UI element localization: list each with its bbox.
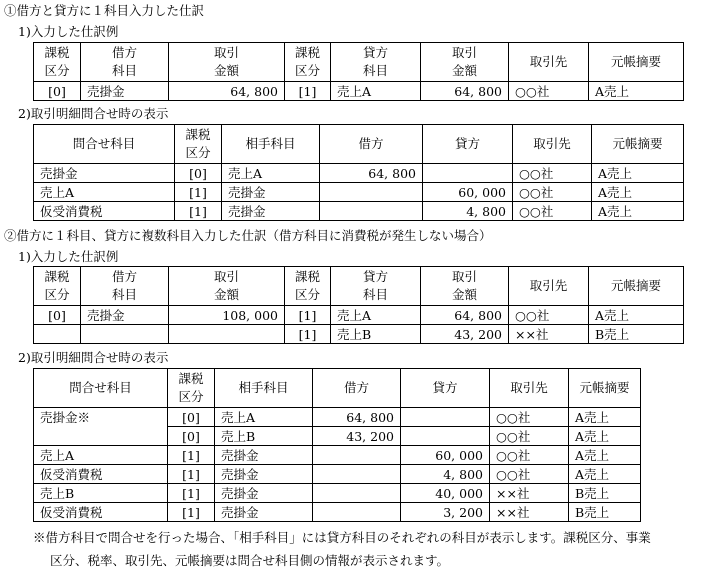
table-row — [34, 446, 641, 465]
cell: ○○社 — [513, 202, 592, 221]
cell: [1] — [168, 484, 215, 503]
cell: [1] — [168, 446, 215, 465]
cell: [0] — [175, 164, 222, 183]
cell: ○○社 — [513, 183, 592, 202]
cell: A売上 — [589, 306, 684, 325]
cell — [401, 427, 490, 446]
cell: 売掛金 — [81, 82, 169, 101]
t4-header: 取引先 — [490, 369, 569, 408]
cell: [1] — [175, 202, 222, 221]
cell: 売上A — [34, 183, 175, 202]
cell: [1] — [285, 325, 331, 344]
cell: 売掛金 — [81, 306, 169, 325]
cell: [1] — [168, 465, 215, 484]
cell: 43, 200 — [313, 427, 401, 446]
cell — [313, 465, 401, 484]
cell: 3, 200 — [401, 503, 490, 522]
cell — [313, 446, 401, 465]
cell: A売上 — [592, 202, 684, 221]
cell: 64, 800 — [313, 408, 401, 427]
section2-sub1: 1)入力した仕訳例 — [18, 249, 119, 264]
t3-header: 取引 金額 — [421, 267, 509, 306]
cell: 64, 800 — [421, 306, 509, 325]
cell: 60, 000 — [401, 446, 490, 465]
cell: 仮受消費税 — [34, 465, 168, 484]
note-line-1: ※借方科目で問合せを行った場合、「相手科目」には貸方科目のそれぞれの科目が表示します。課税区分、事業 — [33, 530, 651, 545]
cell: 43, 200 — [421, 325, 509, 344]
cell: 売上B — [331, 325, 421, 344]
table-row — [34, 82, 684, 101]
cell — [401, 408, 490, 427]
cell: ○○社 — [490, 446, 569, 465]
t1-header: 元帳摘要 — [589, 43, 684, 82]
section1-sub1: 1)入力した仕訳例 — [18, 24, 119, 39]
t1-header: 取引 金額 — [169, 43, 285, 82]
t1-header: 課税 区分 — [285, 43, 331, 82]
cell: [1] — [285, 82, 331, 101]
t2-header: 問合せ科目 — [34, 125, 175, 164]
cell — [169, 325, 285, 344]
t1-header: 借方 科目 — [81, 43, 169, 82]
cell: B売上 — [569, 484, 641, 503]
cell: 売上A — [331, 82, 421, 101]
cell: 売掛金※ — [34, 408, 168, 427]
cell — [423, 164, 513, 183]
cell: ○○社 — [490, 465, 569, 484]
t4-header: 問合せ科目 — [34, 369, 168, 408]
cell: 108, 000 — [169, 306, 285, 325]
t1-header: 取引先 — [509, 43, 589, 82]
t2-header: 相手科目 — [222, 125, 320, 164]
cell: 仮受消費税 — [34, 202, 175, 221]
cell: 64, 800 — [169, 82, 285, 101]
cell — [320, 202, 423, 221]
table-row — [34, 183, 684, 202]
table-row — [34, 427, 641, 446]
t3-header: 元帳摘要 — [589, 267, 684, 306]
table-row — [34, 484, 641, 503]
cell: [0] — [168, 408, 215, 427]
cell: 売掛金 — [215, 446, 313, 465]
cell: 売上A — [215, 408, 313, 427]
cell: [1] — [285, 306, 331, 325]
cell: ○○社 — [513, 164, 592, 183]
cell: 60, 000 — [423, 183, 513, 202]
cell — [313, 503, 401, 522]
t3-header: 取引先 — [509, 267, 589, 306]
cell: A売上 — [569, 408, 641, 427]
t4-header: 相手科目 — [215, 369, 313, 408]
t4-header: 貸方 — [401, 369, 490, 408]
cell: 売上B — [215, 427, 313, 446]
cell — [34, 325, 81, 344]
cell: 64, 800 — [421, 82, 509, 101]
t4-header: 借方 — [313, 369, 401, 408]
cell: ○○社 — [490, 427, 569, 446]
cell: ○○社 — [509, 306, 589, 325]
t1-header: 取引 金額 — [421, 43, 509, 82]
table-row — [34, 503, 641, 522]
table-row — [34, 465, 641, 484]
cell: [1] — [168, 503, 215, 522]
cell: 40, 000 — [401, 484, 490, 503]
cell: 売上A — [34, 446, 168, 465]
cell: ××社 — [490, 503, 569, 522]
cell: ○○社 — [509, 82, 589, 101]
table-row — [34, 408, 641, 427]
t1-header: 貸方 科目 — [331, 43, 421, 82]
cell: 売上A — [222, 164, 320, 183]
table-row — [34, 164, 684, 183]
cell: 売上A — [331, 306, 421, 325]
t3-header: 課税 区分 — [285, 267, 331, 306]
cell: A売上 — [569, 465, 641, 484]
table-row — [34, 306, 684, 325]
t2-header: 貸方 — [423, 125, 513, 164]
inquiry-table-2 — [33, 368, 641, 522]
cell: A売上 — [592, 183, 684, 202]
table-row — [34, 202, 684, 221]
cell: A売上 — [569, 446, 641, 465]
cell: 売掛金 — [222, 202, 320, 221]
t3-header: 取引 金額 — [169, 267, 285, 306]
t2-header: 元帳摘要 — [592, 125, 684, 164]
cell: A売上 — [589, 82, 684, 101]
cell: 売掛金 — [215, 484, 313, 503]
t3-header: 貸方 科目 — [331, 267, 421, 306]
t3-header: 課税 区分 — [34, 267, 81, 306]
cell: ○○社 — [490, 408, 569, 427]
cell: 売掛金 — [215, 503, 313, 522]
cell: [0] — [34, 82, 81, 101]
cell: 売掛金 — [34, 164, 175, 183]
cell: 4, 800 — [423, 202, 513, 221]
cell: ××社 — [490, 484, 569, 503]
cell: 仮受消費税 — [34, 503, 168, 522]
cell: 売掛金 — [215, 465, 313, 484]
t4-header: 元帳摘要 — [569, 369, 641, 408]
cell: [0] — [34, 306, 81, 325]
cell: B売上 — [569, 503, 641, 522]
cell: A売上 — [592, 164, 684, 183]
cell — [81, 325, 169, 344]
cell: ××社 — [509, 325, 589, 344]
journal-table-1 — [33, 42, 684, 101]
inquiry-table-1 — [33, 124, 684, 221]
cell — [313, 484, 401, 503]
cell: [1] — [175, 183, 222, 202]
note-line-2: 区分、税率、取引先、元帳摘要は問合せ科目側の情報が表示されます。 — [50, 553, 450, 568]
cell: 64, 800 — [320, 164, 423, 183]
t4-header: 課税 区分 — [168, 369, 215, 408]
section2-sub2: 2)取引明細問合せ時の表示 — [18, 350, 169, 365]
section1-title: ①借方と貸方に１科目入力した仕訳 — [4, 3, 205, 18]
journal-table-2 — [33, 266, 684, 344]
t2-header: 借方 — [320, 125, 423, 164]
cell: 売掛金 — [222, 183, 320, 202]
section2-title: ②借方に１科目、貸方に複数科目入力した仕訳（借方科目に消費税が発生しない場合） — [4, 228, 492, 243]
cell: A売上 — [569, 427, 641, 446]
cell: B売上 — [589, 325, 684, 344]
cell — [320, 183, 423, 202]
cell: 売上B — [34, 484, 168, 503]
t2-header: 取引先 — [513, 125, 592, 164]
section1-sub2: 2)取引明細問合せ時の表示 — [18, 106, 169, 121]
table-row — [34, 325, 684, 344]
t3-header: 借方 科目 — [81, 267, 169, 306]
t1-header: 課税 区分 — [34, 43, 81, 82]
cell: [0] — [168, 427, 215, 446]
t2-header: 課税 区分 — [175, 125, 222, 164]
cell: 4, 800 — [401, 465, 490, 484]
cell — [34, 427, 168, 446]
